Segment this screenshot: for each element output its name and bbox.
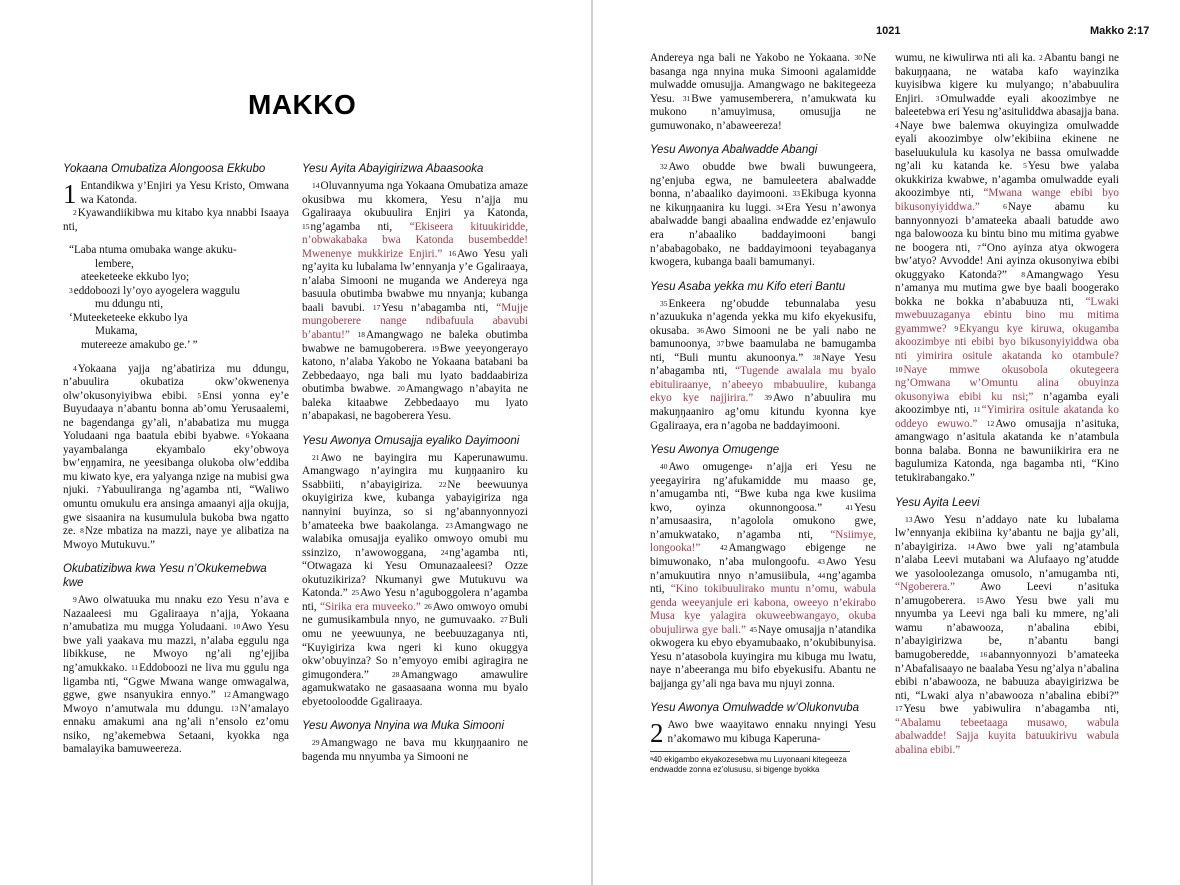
footnote-marker[interactable]: a	[749, 462, 753, 472]
verse-number: 32	[660, 162, 668, 172]
words-of-jesus: Ekyangu kye kiruwa, okugamba akoozimbye nti ebibi byo bikusonyiyiddwa oba nti yimirira ositule akatanda ko otambule?	[895, 322, 1120, 363]
verse-number: 17	[372, 302, 381, 312]
verse-text: Eddoboozi ne liva mu ggulu nga ligamba nti, “Ggwe Mwana wange omwagalwa, ggwe, gwe nsanyukira ennyo.”	[63, 661, 289, 702]
verse-number: 15	[302, 221, 310, 231]
verse-number: 3	[69, 285, 73, 295]
verse-number: 31	[682, 93, 691, 103]
verse-text: Naye abamu ku bannyonnyozi b’amateeka abaali batudde awo nga balowooza ku bintu bino mu mitima gyabwe ne boogera nti,	[895, 201, 1119, 254]
verse-text: Awo Simooni ne be yali nabo ne bamunoonya,	[650, 324, 876, 351]
verse-number: 14	[312, 181, 320, 190]
verse-text: Yesu bwe yalaba okukkiriza kwabwe, n’agamba omulwadde eyali akoozimbye nti,	[895, 160, 1119, 200]
verse-number: 23	[445, 520, 453, 530]
verse-number: 39	[764, 393, 772, 403]
verse-number: 8	[80, 526, 84, 536]
verse-text: Amangwago ebigenge ne bimuwonako, n’aba mulongoofu.	[650, 542, 876, 568]
verse-number: 44	[817, 570, 826, 580]
verse-number: 25	[351, 588, 360, 598]
verse-text: Awo Yesu n’amukuutira nnyo n’amusiibula,	[650, 555, 876, 582]
poem-line: ateeketeeke ekkubo lyo;	[81, 271, 190, 284]
verse-text: Bwe yeeyongerayo katono, n’alaba Yakobo ne Yokaana batabani ba Zebbedaayo, nga bali mu lyato baddaabiriza obutimba bwabwe.	[302, 342, 528, 396]
verse-text: Awo omwoyo omubi ne gumusikambula nnyo, ne gumuvaako.	[302, 600, 529, 627]
verse-text: Amangwago Mwoyo n’amutwala mu ddungu.	[63, 689, 290, 715]
verse-number: 43	[817, 556, 825, 566]
verse-text: n’ajja eri Yesu ne yeegayirira ng’afukamidde mu maaso ge, n’amugamba nti, “Bwe kuba nga kwe kusiima kwo, oyinza okunnongoosa.”	[650, 461, 877, 514]
verse-number: 16	[448, 248, 456, 258]
words-of-jesus: “Yimirira ositule akatanda ko oddeyo ewuwo.”	[895, 404, 1119, 430]
words-of-jesus: “Ekiseera kituukiridde, n’obwakabaka bwa Katonda busembedde! Mwenenye mukkirize Enjiri.”	[302, 220, 528, 260]
verse-number: 41	[845, 502, 854, 512]
verse-text: Awo Yesu n’aguboggolera n’agamba nti,	[302, 587, 529, 613]
verse-text: Yokaana yajja ng’abatiriza mu ddungu, n’abuulira okubatiza okw’okwenenya olw’okusonyiyibwa ebibi.	[63, 362, 289, 402]
verse-number: 6	[1003, 202, 1007, 212]
verse-number: 13	[905, 514, 913, 524]
verse-number: 45	[749, 624, 757, 634]
running-head: Makko 2:17	[1090, 25, 1150, 37]
verse-text: Yokaana yayambalanga ekyambalo eky’obwoya bw’eŋŋamira, ne yeesibanga olukoba olw’eddiba mu kiwato kye, era yalyanga nzige na mubisi gwa njuki.	[63, 430, 289, 497]
verse-number: 13	[230, 703, 239, 713]
verse-number: 37	[716, 339, 725, 349]
verse-text: Andereya nga bali ne Yakobo ne Yokaana.	[650, 52, 850, 64]
poem-line: “Laba ntuma omubaka wange akuku-	[69, 244, 237, 257]
section-heading: Yesu Ayita Leevi	[895, 496, 980, 509]
verse-number: 6	[245, 431, 250, 441]
verse-number: 27	[500, 615, 508, 625]
verse-number: 36	[696, 325, 704, 335]
verse-number: 24	[440, 547, 449, 557]
section-heading: Okubatizibwa kwa Yesu n’Okukemebwa kwe	[63, 563, 267, 590]
verse-number: 29	[312, 738, 320, 748]
verse-text: Ne basanga nga nnyina muka Simooni agalamidde mulwadde omusujja. Amangwago ne bakitegeeza Yesu.	[650, 52, 876, 105]
section-heading: Yesu Awonya Omusajja eyaliko Dayimooni	[302, 434, 520, 447]
poetry-block	[63, 244, 289, 352]
chapter-number: 2	[650, 718, 664, 749]
verse-text: Abantu bangi ne bakuŋŋaana, ne wataba kafo wayinzika kuyisibwa kigere ku mulyango; n’ababuulira Enjiri.	[895, 52, 1119, 105]
verse-text: Amangwago Yesu n’amanya mu mutima gwe bye baali boogerako bokka ne bokka n’ababuuza nti,	[895, 268, 1119, 308]
section-heading: Yesu Awonya Nnyina wa Muka Simooni	[302, 720, 504, 733]
verse-text: Yesu n’amusaasira, n’agolola omukono gwe, n’amukwatako, n’agamba nti,	[650, 501, 877, 541]
verse-text: Awo Yesu bwe yali yaakava mu mazzi, n’alaba eggulu nga libikkuse, ne Mwoyo ng’ali ng’ejjiba ng’amukkako.	[63, 621, 289, 674]
verse-text: n’agamba eyali akoozimbye nti,	[895, 390, 1119, 417]
verse-text: Naye bwe balemwa okuyingiza omulwadde eyali akoozimbye olw’ekibiina ekinene ne baseluukulula ku kasolya ne bassa omulwadde ng’ali ku katanda ke.	[895, 119, 1119, 173]
verse-text: Awo Leevi n’asituka n’amugoberera.	[895, 581, 1120, 607]
verse-number: 15	[976, 595, 984, 605]
poem-line: Mukama,	[95, 325, 138, 338]
verse-text: Naye Yesu n’abagamba nti,	[650, 351, 877, 378]
verse-text: ng’agamba nti, “Otwagaza ki Yesu Omunazaaleesi? Ozze okutuzikiriza? Nkumanyi gwe Mutukuvu wa Katonda.”	[302, 546, 529, 600]
verse-text: Awo olwatuuka mu nnaku ezo Yesu n’ava e Nazaaleesi mu Ggaliraaya n’ajja, Yokaana n’amubatiza mu mugga Yoludaani.	[63, 594, 289, 634]
verse-number: 2	[1038, 53, 1043, 62]
words-of-jesus: Naye mmwe okusobola okutegeera ng’Omwana w’Omuntu alina obuyinza okusonyiwa ebibi ku nsi;”	[895, 363, 1119, 403]
poem-line: mu ddungu nti,	[95, 298, 164, 311]
verse-number: 16	[979, 649, 988, 659]
verse-number: 9	[954, 323, 959, 333]
verse-number: 34	[776, 202, 784, 212]
verse-text: Amangwago ne baleka obutimba bwabwe ne bamugoberera.	[302, 329, 528, 355]
poem-line: eddoboozi ly’oyo ayogelera waggulu	[73, 284, 240, 297]
verse-text: Amangwago n’abayita ne baleka kitaabwe Zebbedaayo mu lyato n’abapakasi, ne bagoberera Yesu.	[302, 383, 528, 423]
verse-text: bwe baamulaba ne bamugamba nti, “Buli muntu akunoonya.”	[650, 338, 877, 364]
verse-number: 8	[1021, 269, 1026, 279]
verse-number: 21	[312, 452, 320, 462]
verse-text: Enkeera ng’obudde tebunnalaba yesu n’azuukuka n’agenda yekka mu kifo ekyekusifu, okusaba.	[650, 297, 876, 337]
verse-number: 30	[854, 53, 862, 62]
verse-number: 35	[660, 298, 668, 308]
verse-number: 22	[438, 479, 447, 489]
verse-text: Awo omugenge	[668, 461, 750, 474]
verse-number: 19	[431, 343, 439, 353]
section-heading: Yesu Awonya Omugenge	[650, 444, 780, 457]
verse-text: Kyawandiikibwa mu kitabo kya nnabbi Isaaya nti,	[63, 207, 289, 233]
verse-number: 7	[977, 242, 981, 252]
verse-text: wumu, ne kiwulirwa nti ali ka.	[895, 52, 1036, 64]
verse-text: Awo bwe waayitawo ennaku nnyingi Yesu n’akomawo mu kibuga Kaperuna-	[667, 719, 876, 745]
footnote: ᵃ40 ekigambo ekyakozesebwa mu Luyonaani kitegeeza endwadde zonna ez’olususu, si bigenge byokka	[650, 751, 850, 775]
verse-number: 26	[424, 601, 432, 611]
verse-number: 33	[792, 189, 800, 199]
verse-number: 5	[197, 390, 202, 400]
section-heading: Yesu Awonya Omulwadde w’Olukonvuba	[650, 702, 860, 715]
chapter-number: 1	[63, 179, 77, 209]
verse-text: Amangwago amawulire agamukwatako ne gasaasaana wonna mu byalo ebyetooloodde Ggaliraaya.	[302, 668, 528, 708]
words-of-jesus: “Kino tokibuulirako muntu n’omu, wabula genda weeyanjule eri kabona, oweeyo n’ekirabo Musa kye yalagira okuweebwangayo, okuba obujulirwa gye bali.”	[650, 583, 876, 636]
verse-text: Amangwago ne walabika omusajja eyaliko omwoyo omubi mu ssinzizo, n’awowoggana,	[302, 519, 528, 559]
verse-text: Omulwadde eyali akoozimbye ne baleetebwa eri Yesu ng’asituliddwa abasajja bana.	[895, 92, 1119, 119]
verse-text: Ensi yonna ey’e Buyudaaya n’abantu bonna ab’omu Yerusaalemi, ne bagendanga gy’ali, n’ababatiza mu mugga Yoludaani nga baatula ebibi byabwe.	[63, 389, 289, 443]
verse-number: 2	[73, 208, 77, 218]
page-number: 1021	[876, 25, 901, 37]
verse-text: N’amalayo ennaku amakumi ana ng’ali n’ensolo ez’omu nsiko, ng’akemebwa Setaani, kyokka nga bamalayika bamuweereza.	[63, 702, 290, 756]
verse-text: Awo bwe yali ng’atambula n’alaba Leevi mutabani wa Alufaayo ng’atudde we yasoloolezanga omusolo, n’amugamba nti,	[895, 540, 1119, 580]
verse-text: Awo Yesu bwe yali mu nnyumba ya Leevi nga bali ku mmere, ng’ali wamu n’abawooza, n’abalina ebibi, n’abayigirizwa be, n’abantu bangi bamugoberedde,	[895, 594, 1120, 661]
words-of-jesus: “Mwana wange ebibi byo bikusonyiyiddwa.”	[895, 187, 1120, 214]
right-column-2	[895, 52, 1119, 757]
section-heading: Yesu Ayita Abayigirizwa Abaasooka	[302, 163, 484, 175]
verse-number: 7	[96, 485, 101, 495]
verse-number: 4	[73, 363, 77, 373]
verse-text: Awo n’abuulira mu makuŋŋaaniro ag’omu kitundu kyonna kye Ggaliraaya, era n’agoba ne baddayimooni.	[650, 392, 877, 432]
left-column-1	[63, 162, 289, 757]
verse-text: Yabuuliranga ng’agamba nti, “Waliwo omuntu omukulu era ansinga amaanyi ajja okujja, gwe sisaanira na kusumulula bukoba bwa ngatto ze.	[63, 484, 290, 538]
verse-number: 11	[973, 405, 981, 415]
section-heading: Yokaana Omubatiza Alongoosa Ekkubo	[63, 163, 266, 175]
verse-number: 40	[660, 462, 668, 472]
poem-line: lembere,	[95, 257, 134, 270]
verse-text: Ne beewuunya okuyigiriza kwe, kubanga yabayigiriza nga nannyini buyinza, so si ng’abannyonnyozi b’amateeka bwe baakolanga.	[302, 478, 528, 532]
verse-text: Amangwago ne bava mu kkuŋŋaaniro ne bagenda mu nnyumba ya Simooni ne	[302, 737, 528, 763]
verse-number: 3	[935, 93, 940, 103]
verse-number: 12	[223, 690, 231, 700]
verse-text: Awo obudde bwe bwali buwungeera, ng’enjuba egwa, ne bamuleetera abalwadde bonna, n’abaaliko dayimooni.	[650, 161, 876, 201]
verse-text: ng’agamba nti,	[650, 569, 876, 596]
verse-number: 38	[812, 352, 821, 362]
words-of-jesus: “Tugende awalala mu byalo ebituliraanye, n’abeeyo mbabuulire, kubanga ekyo kye najjirira.”	[650, 365, 876, 405]
verse-text: Awo Yesu n’addayo nate ku lubalama lw’ennyanja ekibiina ky’abantu ne bajja gy’ali, n’abayigiriza.	[895, 513, 1119, 553]
verse-number: 18	[357, 330, 365, 340]
verse-number: 17	[895, 704, 903, 714]
verse-number: 10	[232, 622, 241, 632]
book-title: MAKKO	[248, 89, 357, 120]
words-of-jesus: “Ngoberera.”	[895, 581, 955, 594]
verse-number: 12	[986, 418, 995, 428]
poem-line: mutereeze amakubo ge.’ ”	[81, 339, 198, 352]
verse-text: “Ono ayinza atya okwogera bw’atyo? Avvodde! Ani ayinza okusonyiwa ebibi okuggyako Katonda?”	[895, 241, 1120, 281]
verse-number: 9	[73, 595, 77, 605]
verse-number: 5	[1023, 161, 1027, 171]
verse-number: 20	[397, 384, 405, 394]
verse-text: Bwe yamusemberera, n’amukwata ku mukono n’amuyimusa, omusujja ne gumuwonako, n’abaweereza!	[650, 92, 877, 132]
verse-number: 4	[895, 120, 899, 130]
verse-number: 42	[720, 543, 728, 553]
verse-text: Awo omusajja n’asituka, amangwago n’asitula akatanda ke n’atambula bonna balaba. Bonna ne bawuniikirira era ne bagulumiza Katonda, nga bagamba nti, “Kino tetukirabangako.”	[895, 417, 1119, 484]
verse-text: Ekibuga kyonna ne kikuŋŋaanira ku luggi.	[650, 188, 877, 214]
verse-text: Yesu n’abagamba nti,	[381, 301, 489, 314]
verse-number: 10	[895, 364, 903, 374]
verse-text: abannyonnyozi b’amateeka n’Abafalisaayo ne baalaba Yesu ng’alya n’abalina ebibi n’abawooza, ne babuuza abayigirizwa be nti, “Lwaki alya n’abawooza n’abalina ebibi?”	[895, 648, 1119, 702]
verse-text: Oluvannyuma nga Yokaana Omubatiza amaze okusibwa mu kkomera, Yesu n’ajja mu Ggaliraaya okubuulira Enjiri ya Katonda,	[302, 180, 528, 220]
verse-number: 11	[130, 662, 139, 672]
verse-text: Buli omu ne yeewuunya, ne beebuuzaganya nti, “Kuyigiriza kwa ngeri ki kuno okuggya okw’obuyinza? So n’emyoyo emibi agiragira ne gimugondera.”	[302, 614, 528, 681]
verse-text: Naye omusajja n’atandika okwogera ku ebyo ebyamubaako, n’okubibunyisa. Yesu n’atasobola kuyingira mu kibuga mu lwatu, naye n’abeeranga mu bifo ebyekusifu. Abantu ne bajjanga gy’ali nga bava mu njuyi zonna.	[650, 623, 876, 690]
words-of-jesus: “Lwaki mwebuuzaganya ebintu bino mu mitima gyammwe?	[895, 295, 1120, 335]
verse-text: Awo Yesu yali ng’ayita ku lubalama lw’ennyanja y’e Ggaliraaya, n’alaba Simooni ne muganda we Andereya nga basuula obutimba bwabwe mu nnyanja; kubanga baali bavubi.	[302, 247, 528, 314]
words-of-jesus: “Mujje mungoberere nange ndibafuula abavubi b’abantu!”	[302, 301, 528, 342]
poem-line: ‘Muteeketeeke ekkubo lya	[69, 311, 188, 324]
section-heading: Yesu Awonya Abalwadde Abangi	[650, 144, 818, 157]
verse-text: Entandikwa y’Enjiri ya Yesu Kristo, Omwana wa Katonda.	[80, 180, 289, 206]
left-column-2	[302, 162, 528, 764]
verse-number: 28	[391, 669, 400, 679]
verse-number: 14	[967, 541, 975, 551]
right-page	[593, 0, 1180, 885]
verse-text: ng’agamba nti,	[310, 220, 393, 233]
verse-text: Era Yesu n’awonya abalwadde bangi abaalina endwadde ez’enjawulo era n’abaaliko baddayimooni bangi n’ababagobako, ne baddayimooni teyabaganya kwogera, kubanga baali bamumanyi.	[650, 201, 877, 269]
section-heading: Yesu Asaba yekka mu Kifo eteri Bantu	[650, 280, 846, 293]
verse-text: Awo ne bayingira mu Kaperunawumu. Amangwago n’ayingira mu kuŋŋaaniro ku Ssabbiiti, n’abayigiriza.	[302, 451, 528, 491]
verse-text: Yesu bwe yabiwulira n’abagamba nti,	[903, 703, 1119, 716]
words-of-jesus: “Nsiimye, longooka!”	[650, 528, 876, 555]
verse-text: Nze mbatiza na mazzi, naye ye alibatiza na Mwoyo Mutukuvu.”	[63, 525, 290, 551]
right-column-1	[650, 52, 876, 775]
words-of-jesus: “Abalamu tebeetaaga musawo, wabula abalwadde! Sajja kuyita batuukirivu wabula abalina ebibi.”	[895, 716, 1119, 756]
words-of-jesus: “Sirika era muveeko.”	[320, 600, 421, 613]
